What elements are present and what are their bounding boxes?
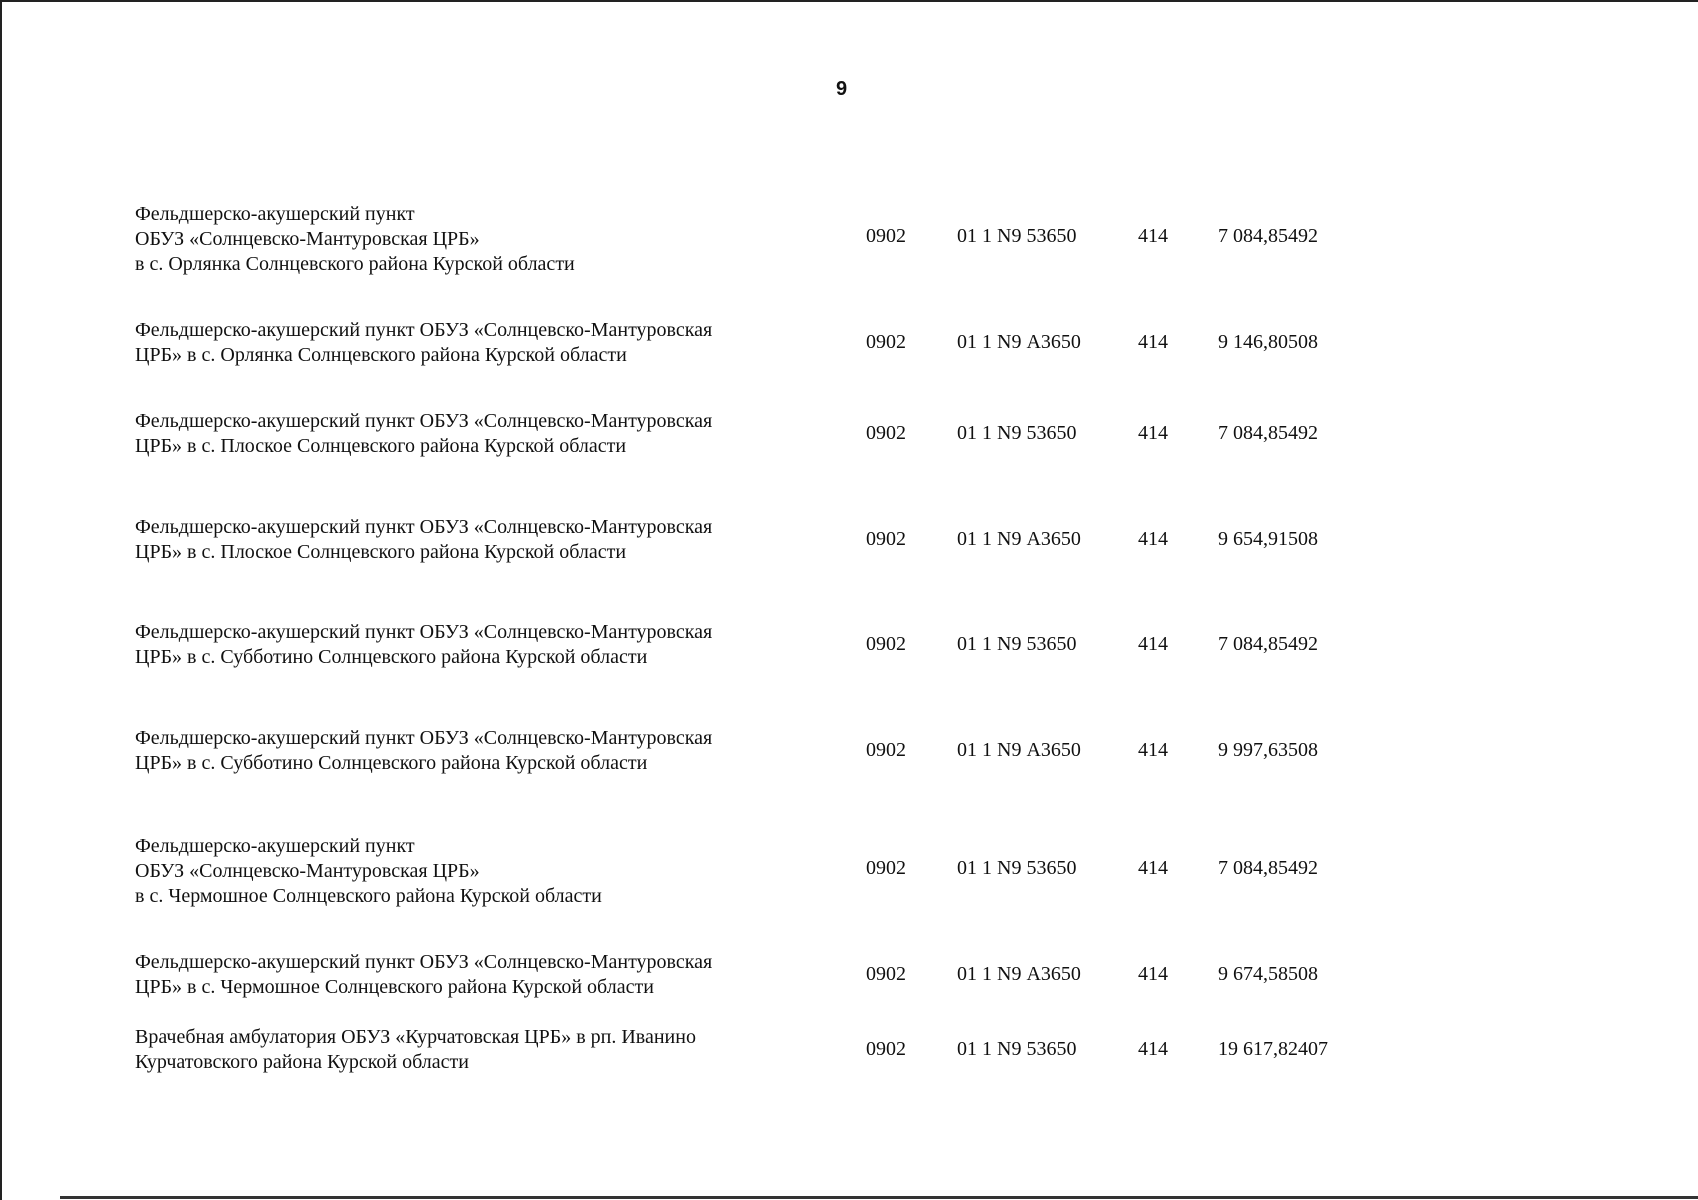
row-amount: 9 997,63508 bbox=[1218, 739, 1318, 761]
row-section: 0902 bbox=[866, 528, 906, 550]
row-expense-type: 414 bbox=[1138, 225, 1168, 247]
row-amount: 7 084,85492 bbox=[1218, 422, 1318, 444]
row-expense-type: 414 bbox=[1138, 857, 1168, 879]
row-expense-type: 414 bbox=[1138, 331, 1168, 353]
row-name-line: в с. Орлянка Солнцевского района Курской области bbox=[135, 253, 575, 275]
row-name bbox=[135, 834, 602, 909]
row-name-line: ОБУЗ «Солнцевско-Мантуровская ЦРБ» bbox=[135, 228, 480, 250]
row-target-code: 01 1 N9 А3650 bbox=[957, 739, 1081, 761]
row-name-line: Фельдшерско-акушерский пункт ОБУЗ «Солнцевско-Мантуровская bbox=[135, 410, 713, 432]
row-name bbox=[135, 202, 575, 277]
row-name-line: в с. Чермошное Солнцевского района Курской области bbox=[135, 885, 602, 907]
row-name-line: ЦРБ» в с. Субботино Солнцевского района Курской области bbox=[135, 646, 648, 668]
row-name-line: ЦРБ» в с. Орлянка Солнцевского района Курской области bbox=[135, 344, 627, 366]
row-expense-type: 414 bbox=[1138, 528, 1168, 550]
row-expense-type: 414 bbox=[1138, 963, 1168, 985]
row-section: 0902 bbox=[866, 331, 906, 353]
row-name-line: Фельдшерско-акушерский пункт ОБУЗ «Солнцевско-Мантуровская bbox=[135, 951, 713, 973]
row-amount: 9 674,58508 bbox=[1218, 963, 1318, 985]
row-expense-type: 414 bbox=[1138, 422, 1168, 444]
row-section: 0902 bbox=[866, 857, 906, 879]
row-target-code: 01 1 N9 53650 bbox=[957, 633, 1077, 655]
row-section: 0902 bbox=[866, 225, 906, 247]
row-name-line: Курчатовского района Курской области bbox=[135, 1051, 469, 1073]
row-name bbox=[135, 409, 712, 459]
row-name-line: ЦРБ» в с. Чермошное Солнцевского района Курской области bbox=[135, 976, 654, 998]
row-target-code: 01 1 N9 53650 bbox=[957, 225, 1077, 247]
row-expense-type: 414 bbox=[1138, 739, 1168, 761]
row-name bbox=[135, 950, 712, 1000]
row-name bbox=[135, 726, 712, 776]
row-name-line: Фельдшерско-акушерский пункт bbox=[135, 835, 415, 857]
row-expense-type: 414 bbox=[1138, 633, 1168, 655]
row-name bbox=[135, 515, 712, 565]
scan-edge-top bbox=[0, 0, 1698, 2]
row-name-line: ЦРБ» в с. Субботино Солнцевского района Курской области bbox=[135, 752, 648, 774]
row-name-line: Фельдшерско-акушерский пункт ОБУЗ «Солнцевско-Мантуровская bbox=[135, 727, 713, 749]
row-name bbox=[135, 318, 712, 368]
row-name-line: Фельдшерско-акушерский пункт ОБУЗ «Солнцевско-Мантуровская bbox=[135, 621, 713, 643]
row-amount: 9 654,91508 bbox=[1218, 528, 1318, 550]
row-target-code: 01 1 N9 53650 bbox=[957, 422, 1077, 444]
row-section: 0902 bbox=[866, 633, 906, 655]
row-target-code: 01 1 N9 А3650 bbox=[957, 528, 1081, 550]
row-section: 0902 bbox=[866, 739, 906, 761]
row-name-line: ЦРБ» в с. Плоское Солнцевского района Курской области bbox=[135, 541, 627, 563]
row-amount: 19 617,82407 bbox=[1218, 1038, 1328, 1060]
row-section: 0902 bbox=[866, 963, 906, 985]
row-target-code: 01 1 N9 53650 bbox=[957, 1038, 1077, 1060]
row-name-line: Фельдшерско-акушерский пункт ОБУЗ «Солнцевско-Мантуровская bbox=[135, 516, 713, 538]
row-target-code: 01 1 N9 А3650 bbox=[957, 331, 1081, 353]
row-name-line: Фельдшерско-акушерский пункт ОБУЗ «Солнцевско-Мантуровская bbox=[135, 319, 713, 341]
row-amount: 7 084,85492 bbox=[1218, 857, 1318, 879]
row-section: 0902 bbox=[866, 1038, 906, 1060]
row-name-line: ЦРБ» в с. Плоское Солнцевского района Курской области bbox=[135, 435, 627, 457]
row-target-code: 01 1 N9 53650 bbox=[957, 857, 1077, 879]
row-name-line: ОБУЗ «Солнцевско-Мантуровская ЦРБ» bbox=[135, 860, 480, 882]
scan-edge-left bbox=[0, 0, 2, 1200]
row-amount: 9 146,80508 bbox=[1218, 331, 1318, 353]
row-name bbox=[135, 1025, 696, 1075]
row-name-line: Врачебная амбулатория ОБУЗ «Курчатовская ЦРБ» в рп. Иванино bbox=[135, 1026, 696, 1048]
scan-edge-bottom bbox=[60, 1196, 1698, 1199]
page-number: 9 bbox=[836, 78, 848, 100]
row-amount: 7 084,85492 bbox=[1218, 633, 1318, 655]
row-name-line: Фельдшерско-акушерский пункт bbox=[135, 203, 415, 225]
row-name bbox=[135, 620, 712, 670]
row-amount: 7 084,85492 bbox=[1218, 225, 1318, 247]
row-target-code: 01 1 N9 А3650 bbox=[957, 963, 1081, 985]
row-expense-type: 414 bbox=[1138, 1038, 1168, 1060]
row-section: 0902 bbox=[866, 422, 906, 444]
